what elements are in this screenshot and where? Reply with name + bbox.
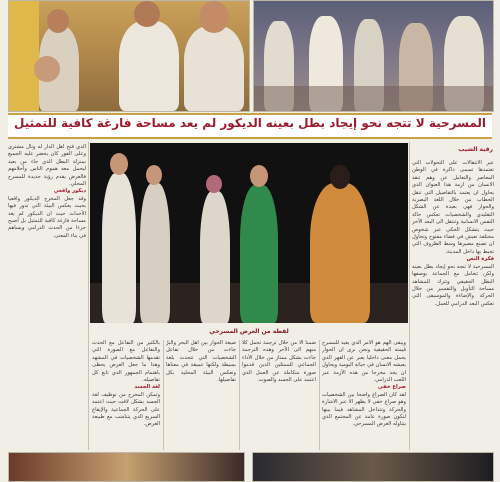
column-text: المسرحية لا تتجه نحو إيجاد بطل بعينه ولكن تتعامل مع الجماعة بوصفها البطل الحقيقي وتترك للمشاهد مساحة التأويل والتفسير من خلال الحركة والإضاءة والموسيقى التي تعكس البعد الدرامي للعمل. xyxy=(412,263,494,307)
column-2 xyxy=(322,340,406,450)
actor-figure xyxy=(119,21,179,111)
actor-head xyxy=(146,165,162,185)
column-subheading: لغة الجسد xyxy=(134,384,160,391)
column-text: وقد جعل المخرج الديكور واقعيا بحيث يعكس البيئة التي تدور فيها الأحداث حيث ان الديكور لم يعد مساحة فارغة كافية للتمثيل بل أصبح جزءا من الحدث الدرامي ويساهم في بناء المعنى. xyxy=(8,195,86,239)
column-5 xyxy=(92,340,160,450)
column-text: الذي فتح أهل الدار له ونال مشترى وعلى الفور كان يحضر عليه الجميع بمنزلة البطل الذي جاء من بعيد ليحمل معه هموم الناس وأحلامهم فالعرض يقدم رؤية جديدة للمسرح المحلي. xyxy=(8,144,86,188)
column-text: عبر الانتقالات على التحولات التي تعتمدها تسمى ذاكرة في الوطن المعاصر والتعامل عن وهم تنقذ الانسان من ازمة هذا العنوان الذي يحاول ان يعتمد بالتفاصيل التي تنقل الخطاب من خلال اللغة البصرية والحوار فهي بعيدة عن الشكل التقليدي والشخصيات تعكس حالة النفس الانسانية وتنتقل الى البعد الآخر حيث يتشكل الحكي عبر شخوص مختلفة تعيش في فضاء مفتوح وتحاول ان تصنع مصيرها وسط الظروف التي تحيط بها داخل المدينة. xyxy=(412,160,494,255)
actor-head xyxy=(250,165,268,187)
column-text: ضمنا الا من خلال ترجمة تحمل كلا منهم الى الآخر وهذه الترجمة جاءت بشكل ممتاز من خلال الأداء الجماعي للممثلين الذين قدموا صورة متكاملة عن العمل الذي اعتمد على الجسد والصوت. xyxy=(242,340,316,384)
column-1 xyxy=(412,160,494,450)
actor-figure xyxy=(310,183,370,323)
column-divider xyxy=(163,340,164,450)
actor-head xyxy=(330,165,350,189)
stage-photo xyxy=(90,143,408,323)
actor-head xyxy=(34,56,60,82)
actor-head xyxy=(199,1,229,33)
column-6 xyxy=(8,144,86,450)
actor-head xyxy=(47,9,69,33)
actor-head xyxy=(134,1,160,27)
photo-caption: لقطة من العرض المسرحي xyxy=(209,328,289,335)
curtain-left xyxy=(9,1,39,111)
column-divider xyxy=(409,142,410,450)
actor-figure xyxy=(240,185,278,323)
column-text: وتمكن المخرج من توظيف لغة الجسد بشكل لافت حيث اعتمد على الحركة الجماعية والإيقاع السريع الذي يتناسب مع طبيعة العرض. xyxy=(92,391,160,428)
top-left-photo xyxy=(8,0,250,112)
bottom-right-photo xyxy=(252,452,494,482)
stage-floor xyxy=(254,86,493,111)
column-divider xyxy=(88,142,89,450)
column-3 xyxy=(242,340,316,450)
column-subheading: صراع خفي xyxy=(377,384,406,391)
bottom-left-photo xyxy=(8,452,245,482)
column-subheading: فكرة النص xyxy=(466,256,494,263)
column-text: ويبقى الهم هو الأمر الذي يعيد للمسرح قيمته الحقيقية ونحن نرى ان الحوار يحمل معنى داخليا يعبر عن القهر الذي يعيشه الانسان في حياته اليومية ويحاول ان يجد مخرجا من هذه الأزمة عبر اللعب الدرامي. xyxy=(322,340,406,384)
actor-head xyxy=(110,153,128,175)
headline-bar xyxy=(8,113,492,139)
column-text: لقد كان الصراع واضحا بين الشخصيات وهو صراع خفي لا يظهر الا عبر الاشارة والحركة وتتداخل المشاهد فيما بينها لتكون صورة عامة عن المجتمع الذي يتناوله العرض المسرحي. xyxy=(322,391,406,428)
headline-right: المسرحية لا تتجه نحو إيجاد بطل بعينه xyxy=(265,116,486,130)
actor-figure xyxy=(102,173,136,323)
column-divider xyxy=(319,340,320,450)
column-subheading: ديكور واقعي xyxy=(53,188,86,195)
author-byline: رقية الشيب xyxy=(458,146,493,153)
actor-figure xyxy=(140,183,170,323)
actor-figure xyxy=(200,191,230,323)
actor-figure xyxy=(184,26,244,111)
headline-left: الديكور لم يعد مساحة فارغة كافية للتمثيل xyxy=(14,116,262,130)
column-4 xyxy=(166,340,236,450)
top-right-photo xyxy=(253,0,494,112)
column-divider xyxy=(239,340,240,450)
actor-head xyxy=(206,175,222,193)
column-text: صيغة الحوار بين أهل البحر والبرّ جاءت من خلال تفاعل الشخصيات التي تتحدث بلغة بسيطة ولكنها عميقة في معناها وتعكس البيئة المحلية بكل تفاصيلها. xyxy=(166,340,236,384)
column-text: بالكثير من التفاعل مع الحدث والتفاعل مع الصورة التي تقدمها الشخصيات في المشهد وهذا ما جعل العرض يحظى باهتمام الجمهور الذي تابع كل تفاصيله. xyxy=(92,340,160,384)
